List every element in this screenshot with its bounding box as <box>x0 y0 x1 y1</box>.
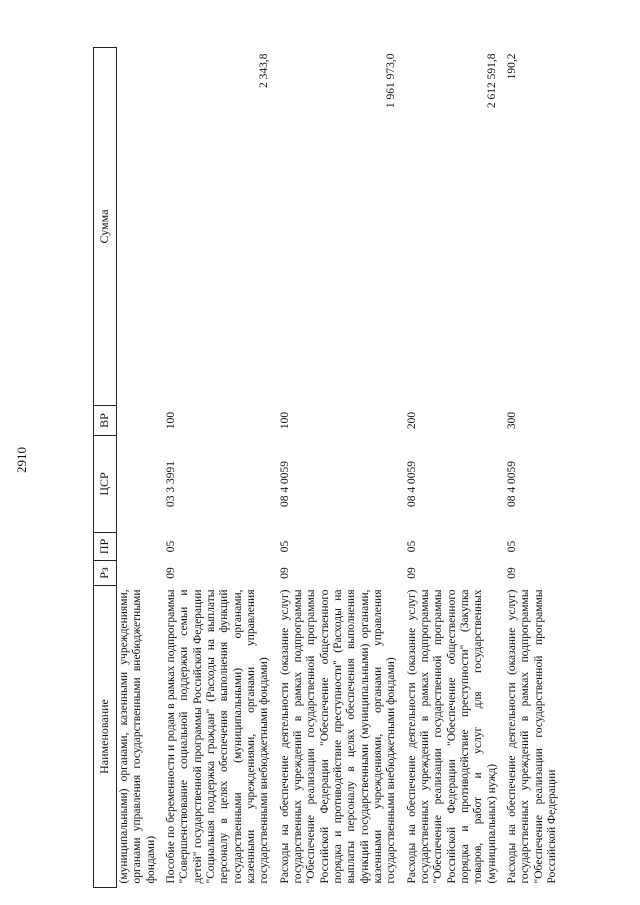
header-csr: ЦСР <box>94 436 117 533</box>
table-header-row <box>94 48 117 888</box>
row-csr: 08 4 0059 <box>278 461 291 507</box>
row-name: Расходы на обеспечение деятельности (оказание услуг) государственных учреждений в рамках подпрограммы "Обеспечение реализации государственной программы Российской Федерации "Обеспечение общественного порядка и противодействие преступности" (Расходы на выплаты персоналу в целях обеспечения выполнения функций государственными (муниципальными) органами, казенными учреждениями, органами управления государственными внебюджетными фондами) <box>278 589 398 884</box>
row-csr: 03 3 3991 <box>164 461 177 507</box>
row-vr: 200 <box>405 411 418 430</box>
row-rz: 09 <box>164 567 177 579</box>
row-vr: 100 <box>278 411 291 430</box>
table-row <box>117 48 162 888</box>
table-row <box>403 48 503 888</box>
table-row <box>503 48 563 888</box>
row-sum <box>117 48 162 406</box>
row-csr: 08 4 0059 <box>405 461 418 507</box>
budget-table <box>93 47 563 888</box>
row-pr: 05 <box>164 540 177 553</box>
row-csr <box>117 436 162 533</box>
row-vr: 100 <box>164 411 177 430</box>
header-vr: ВР <box>94 406 117 436</box>
table-row <box>162 48 276 888</box>
header-sum: Сумма <box>94 48 117 406</box>
row-csr: 08 4 0059 <box>505 461 518 507</box>
row-pr: 05 <box>505 540 518 553</box>
row-name: Пособие по беременности и родам в рамках подпрограммы "Совершенствование социальной поддержки семьи и детей" государственной программы Российской Федерации "Социальная поддержка граждан" (Расходы на выплаты персоналу в целях обеспечения выполнения функций государственными (муниципальными) органами, казенными учреждениями, органами управления государственными внебюджетными фондами) <box>164 589 271 884</box>
row-sum: 190,2 <box>505 53 518 80</box>
row-pr <box>117 533 162 561</box>
page-number: 2910 <box>14 447 29 473</box>
header-pr: ПР <box>94 533 117 561</box>
row-rz: 09 <box>505 567 518 579</box>
row-name: (муниципальными) органами, казенными учреждениями, органами управления государственными внебюджетными фондами) <box>118 589 157 884</box>
row-rz: 09 <box>405 567 418 579</box>
header-rz: Рз <box>94 561 117 586</box>
row-name: Расходы на обеспечение деятельности (оказание услуг) государственных учреждений в рамках подпрограммы "Обеспечение реализации государственной программы Российской Федерации <box>505 589 558 884</box>
row-rz: 09 <box>278 567 291 579</box>
header-name: Наименование <box>94 586 117 888</box>
row-pr: 05 <box>405 540 418 553</box>
budget-table-page <box>93 48 611 888</box>
row-vr: 300 <box>505 411 518 430</box>
row-sum: 1 961 973,0 <box>385 53 398 109</box>
row-pr: 05 <box>278 540 291 553</box>
row-sum: 2 343,8 <box>258 53 271 88</box>
table-row <box>276 48 403 888</box>
row-rz <box>117 561 162 586</box>
row-vr <box>117 406 162 436</box>
row-sum: 2 612 591,8 <box>485 53 498 109</box>
row-name: Расходы на обеспечение деятельности (оказание услуг) государственных учреждений в рамках подпрограммы "Обеспечение реализации государственной программы Российской Федерации "Обеспечение общественного порядка и противодействие преступности" (Закупка товаров, работ и услуг для государственных (муниципальных) нужд) <box>405 589 498 884</box>
